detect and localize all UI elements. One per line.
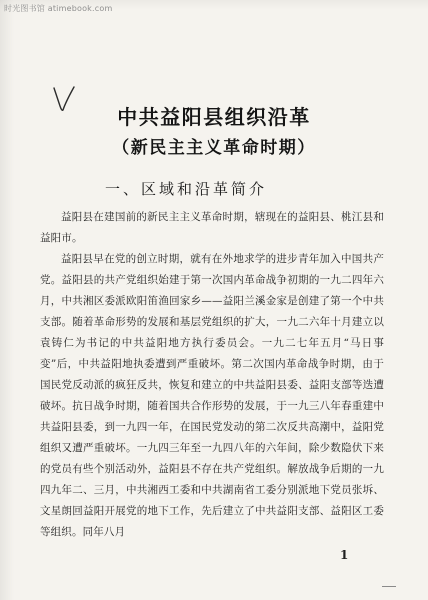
- margin-mark: [382, 586, 396, 587]
- paragraph: 益阳县在建国前的新民主主义革命时期，辖现在的益阳县、桃江县和益阳市。: [40, 211, 384, 244]
- watermark: 时光图书馆 atimebook.com: [4, 4, 113, 13]
- body-text: [40, 207, 384, 543]
- section-heading: 一、区域和沿革简介: [105, 180, 268, 198]
- page-number: 1: [340, 548, 349, 562]
- page-title: 中共益阳县组织沿革: [117, 105, 311, 129]
- paragraph: 益阳县早在党的创立时期，就有在外地求学的进步青年加入中国共产党。益阳县的共产党组织始建于第一次国内革命战争初期的一九二四年六月，中共湘区委派欧阳笛渔回家乡——益阳兰溪金家是创建了第一个中共支部。随着革命形势的发展和基层党组织的扩大，一九二六年十月建立以袁铸仁为书记的中共益阳地方执行委员会。一九二七年五月“马日事变”后，中共益阳地执委遭到严重破坏。第二次国内革命战争时期，由于国民党反动派的疯狂反共，恢复和建立的中共益阳县委、益阳支部等迭遭破坏。抗日战争时期，随着国共合作形势的发展，于一九三八年春重建中共益阳县委，到一九四一年，在国民党发动的第二次反共高潮中，益阳党组织又遭严重破坏。一九四三年至一九四八年的六年间，除少数隐伏下来的党员有些个别活动外，益阳县不存在共产党组织。解放战争后期的一九四九年二、三月，中共湘西工委和中共湖南省工委分别派地下党员张坼、文星朗回益阳开展党的地下工作，先后建立了中共益阳支部、益阳区工委等组织。同年八月: [40, 253, 384, 538]
- page-subtitle: （新民主主义革命时期）: [112, 138, 316, 158]
